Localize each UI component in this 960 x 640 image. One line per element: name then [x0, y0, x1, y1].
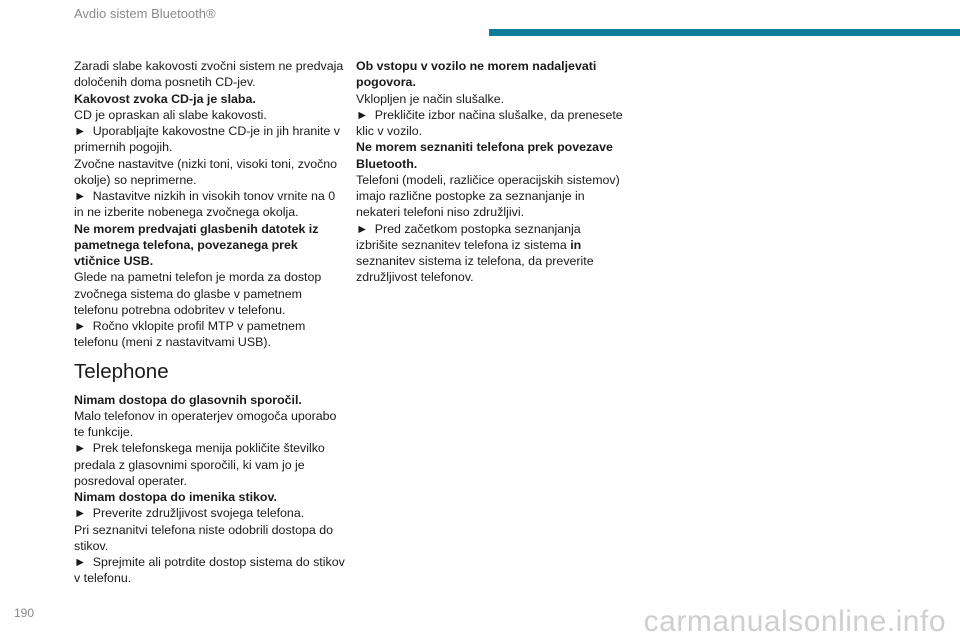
- issue-heading: Nimam dostopa do imenika stikov.: [74, 490, 277, 504]
- issue-heading: Ob vstopu v vozilo ne morem nadaljevati pogovora.: [356, 59, 597, 90]
- bullet-arrow-icon: ►: [74, 124, 87, 138]
- header-title: Avdio sistem Bluetooth®: [74, 6, 216, 21]
- header-accent-bar: [489, 29, 960, 36]
- bold-word: in: [570, 237, 582, 252]
- left-column: [74, 58, 346, 587]
- cause-text: Vklopljen je način slušalke.: [356, 91, 505, 106]
- bullet-item: ► Nastavitve nizkih in visokih tonov vrnite na 0 in ne izberite nobenega zvočnega okolja.: [74, 189, 336, 220]
- bullet-arrow-icon: ►: [356, 107, 369, 122]
- issue-heading: Ne morem predvajati glasbenih datotek iz pametnega telefona, povezanega prek vtičnice USB.: [74, 221, 319, 268]
- watermark: carmanualsonline.info: [643, 605, 946, 638]
- issue-heading: Nimam dostopa do glasovnih sporočil.: [74, 392, 302, 407]
- bullet-arrow-icon: ►: [74, 441, 87, 456]
- bullet-item: ► Sprejmite ali potrdite dostop sistema do stikov v telefonu.: [74, 555, 345, 586]
- page-number: 190: [14, 606, 35, 620]
- cause-text: Zvočne nastavitve (nizki toni, visoki toni, zvočno okolje) so neprimerne.: [74, 156, 338, 187]
- bullet-item: ► Prekličite izbor načina slušalke, da prenesete klic v vozilo.: [356, 107, 623, 138]
- bullet-arrow-icon: ►: [74, 555, 87, 569]
- issue-heading: Kakovost zvoka CD-ja je slaba.: [74, 91, 256, 106]
- bullet-item: ► Pred začetkom postopka seznanjanja izbrišite seznanitev telefona iz sistema in seznanitev sistema iz telefona, da preverite združljivost telefonov.: [356, 221, 594, 285]
- issue-heading: Ne morem seznaniti telefona prek povezave Bluetooth.: [356, 140, 613, 171]
- cause-text: Telefoni (modeli, različice operacijskih sistemov) imajo različne postopke za seznanjanje in nekateri telefoni niso združljivi.: [356, 172, 620, 220]
- bullet-arrow-icon: ►: [74, 189, 87, 203]
- section-heading: Telephone: [74, 359, 169, 383]
- cause-text: CD je opraskan ali slabe kakovosti.: [74, 107, 267, 122]
- bullet-arrow-icon: ►: [74, 506, 87, 521]
- cause-text: Malo telefonov in operaterjev omogoča uporabo te funkcije.: [74, 408, 337, 439]
- right-column: [356, 58, 626, 286]
- bullet-arrow-icon: ►: [356, 221, 369, 236]
- bullet-arrow-icon: ►: [74, 319, 87, 333]
- bullet-item: ► Uporabljajte kakovostne CD-je in jih hranite v primernih pogojih.: [74, 124, 340, 155]
- cause-text: Pri seznanitvi telefona niste odobrili dostopa do stikov.: [74, 522, 333, 553]
- bullet-item: ► Preverite združljivost svojega telefona.: [74, 506, 305, 521]
- cause-text: Zaradi slabe kakovosti zvočni sistem ne predvaja določenih doma posnetih CD-jev.: [74, 59, 344, 90]
- bullet-item: ► Ročno vklopite profil MTP v pametnem telefonu (meni z nastavitvami USB).: [74, 319, 306, 350]
- cause-text: Glede na pametni telefon je morda za dostop zvočnega sistema do glasbe v pametnem telefonu potrebna odobritev v telefonu.: [74, 270, 322, 317]
- bullet-item: ► Prek telefonskega menija pokličite številko predala z glasovnimi sporočili, ki vam jo je posredoval operater.: [74, 441, 325, 488]
